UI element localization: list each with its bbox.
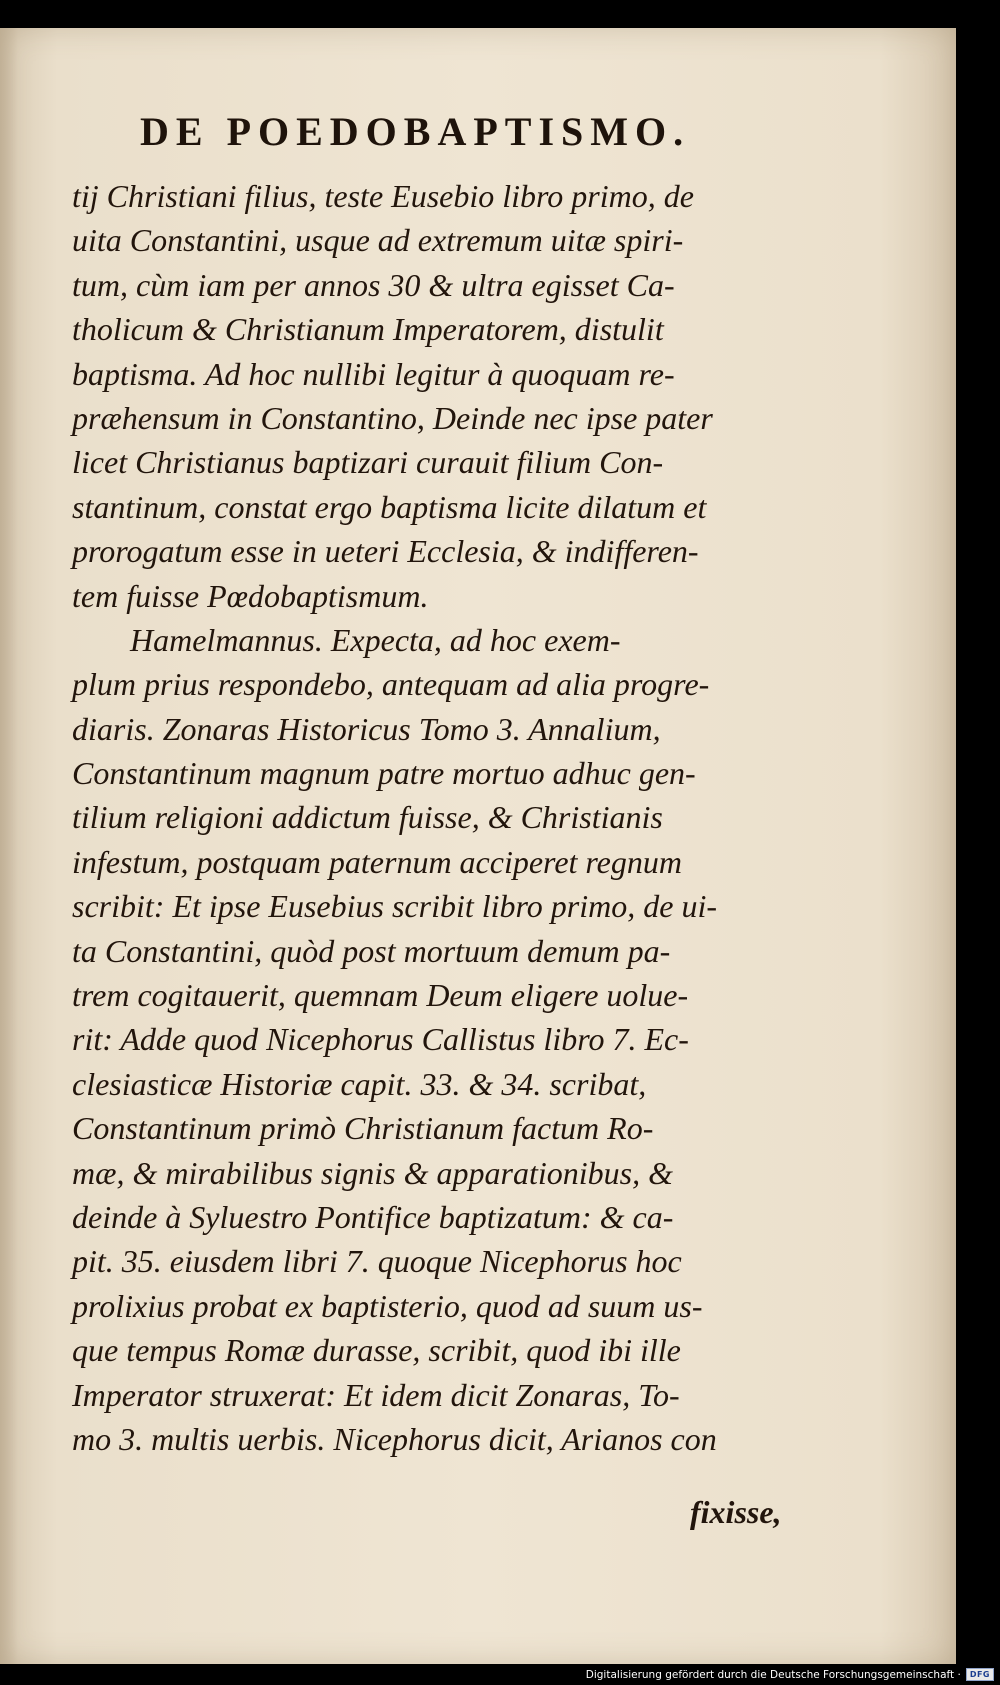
text-line: trem cogitauerit, quemnam Deum eligere uolue- xyxy=(72,977,689,1014)
text-line: ta Constantini, quòd post mortuum demum pa- xyxy=(72,932,671,969)
funding-credit: Digitalisierung gefördert durch die Deutsche Forschungsgemeinschaft · xyxy=(585,1668,961,1681)
digitization-footer xyxy=(586,1668,994,1681)
text-line: pit. 35. eiusdem libri 7. quoque Nicephorus hoc xyxy=(72,1243,682,1280)
text-line: deinde à Syluestro Pontifice baptizatum: & ca- xyxy=(72,1198,674,1235)
text-line: infestum, postquam paternum acciperet regnum xyxy=(72,843,682,880)
text-line: tum, cùm iam per annos 30 & ultra egisset Ca- xyxy=(72,266,675,303)
dfg-logo: DFG xyxy=(966,1668,994,1681)
text-line: tilium religioni addictum fuisse, & Christianis xyxy=(72,799,663,836)
text-line: baptisma. Ad hoc nullibi legitur à quoquam re- xyxy=(72,355,675,392)
catchword: fixisse, xyxy=(690,1494,782,1530)
text-line: que tempus Romæ durasse, scribit, quod ibi ille xyxy=(72,1332,681,1369)
text-line: prorogatum esse in ueteri Ecclesia, & indifferen- xyxy=(72,533,699,570)
text-line: tholicum & Christianum Imperatorem, distulit xyxy=(72,311,664,348)
text-line: præhensum in Constantino, Deinde nec ipse pater xyxy=(72,399,713,436)
paragraph-start-line: Hamelmannus. Expecta, ad hoc exem- xyxy=(130,621,621,658)
text-line: plum prius respondebo, antequam ad alia progre- xyxy=(72,666,710,703)
text-line: tem fuisse Pœdobaptismum. xyxy=(72,577,429,614)
text-line: tij Christiani filius, teste Eusebio libro primo, de xyxy=(72,178,694,214)
text-line: diaris. Zonaras Historicus Tomo 3. Annalium, xyxy=(72,710,661,747)
page-gutter-shadow xyxy=(0,28,18,1664)
text-line: uita Constantini, usque ad extremum uitæ spiri- xyxy=(72,222,684,259)
text-line: clesiasticæ Historiæ capit. 33. & 34. scribat, xyxy=(72,1065,647,1102)
text-line: prolixius probat ex baptisterio, quod ad suum us- xyxy=(72,1287,703,1324)
text-line: mæ, & mirabilibus signis & apparationibus, & xyxy=(72,1154,673,1191)
text-line: licet Christianus baptizari curauit filium Con- xyxy=(72,444,664,481)
body-text xyxy=(72,174,792,1461)
text-line: stantinum, constat ergo baptisma licite dilatum et xyxy=(72,488,707,525)
text-line: scribit: Et ipse Eusebius scribit libro primo, de ui- xyxy=(72,888,717,925)
text-line: mo 3. multis uerbis. Nicephorus dicit, Arianos con xyxy=(72,1420,717,1457)
text-line: rit: Adde quod Nicephorus Callistus libro 7. Ec- xyxy=(72,1021,689,1058)
running-header: DE POEDOBAPTISMO. xyxy=(140,109,691,154)
text-line: Constantinum magnum patre mortuo adhuc gen- xyxy=(72,755,696,792)
text-line: Constantinum primò Christianum factum Ro- xyxy=(72,1110,654,1147)
text-line: Imperator struxerat: Et idem dicit Zonaras, To- xyxy=(72,1376,680,1413)
